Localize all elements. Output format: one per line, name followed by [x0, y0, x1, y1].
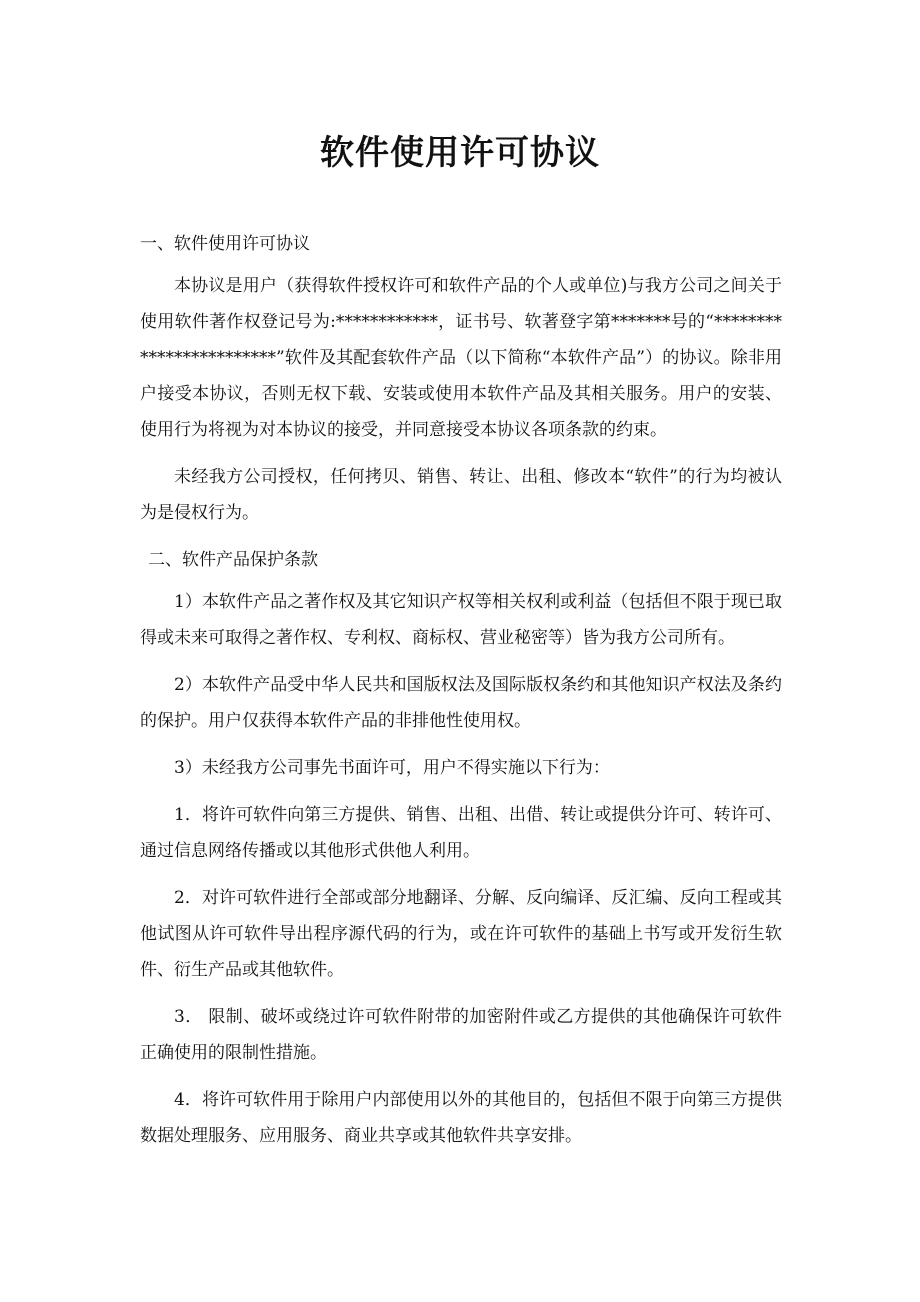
clause-paragraph: 1）本软件产品之著作权及其它知识产权等相关权利或利益（包括但不限于现已取得或未来可取得之著作权、专利权、商标权、营业秘密等）皆为我方公司所有。 — [140, 592, 782, 648]
clause-paragraph: 2．对许可软件进行全部或部分地翻译、分解、反向编译、反汇编、反向工程或其他试图从许可软件导出程序源代码的行为，或在许可软件的基础上书写或开发衍生软件、衍生产品或其他软件。 — [140, 888, 782, 980]
section-heading-1: 一、软件使用许可协议 — [140, 234, 310, 254]
paragraph: 本协议是用户（获得软件授权许可和软件产品的个人或单位)与我方公司之间关于使用软件著作权登记号为:************，证书号、软著登字第*******号的“************************”软件及其配套软件产品（以下简称“本软件产品”）的协议。除非用户接受本协议，否则无权下载、安装或使用本软件产品及其相关服务。用户的安装、使用行为将视为对本协议的接受，并同意接受本协议各项条款的约束。 — [140, 276, 782, 440]
clause-paragraph: 4．将许可软件用于除用户内部使用以外的其他目的，包括但不限于向第三方提供数据处理服务、应用服务、商业共享或其他软件共享安排。 — [140, 1090, 782, 1146]
section-heading-2: 二、软件产品保护条款 — [148, 550, 318, 570]
document-body — [140, 226, 782, 1165]
document-title: 软件使用许可协议 — [320, 133, 600, 173]
clause-paragraph: 2）本软件产品受中华人民共和国版权法及国际版权条约和其他知识产权法及条约的保护。用户仅获得本软件产品的非排他性使用权。 — [140, 675, 782, 731]
clause-paragraph: 1．将许可软件向第三方提供、销售、出租、出借、转让或提供分许可、转许可、通过信息网络传播或以其他形式供他人利用。 — [140, 805, 782, 861]
paragraph: 未经我方公司授权，任何拷贝、销售、转让、出租、修改本“软件”的行为均被认为是侵权行为。 — [140, 467, 782, 523]
clause-paragraph: 3． 限制、破坏或绕过许可软件附带的加密附件或乙方提供的其他确保许可软件正确使用的限制性措施。 — [140, 1007, 782, 1063]
clause-paragraph: 3）未经我方公司事先书面许可，用户不得实施以下行为： — [174, 758, 610, 778]
